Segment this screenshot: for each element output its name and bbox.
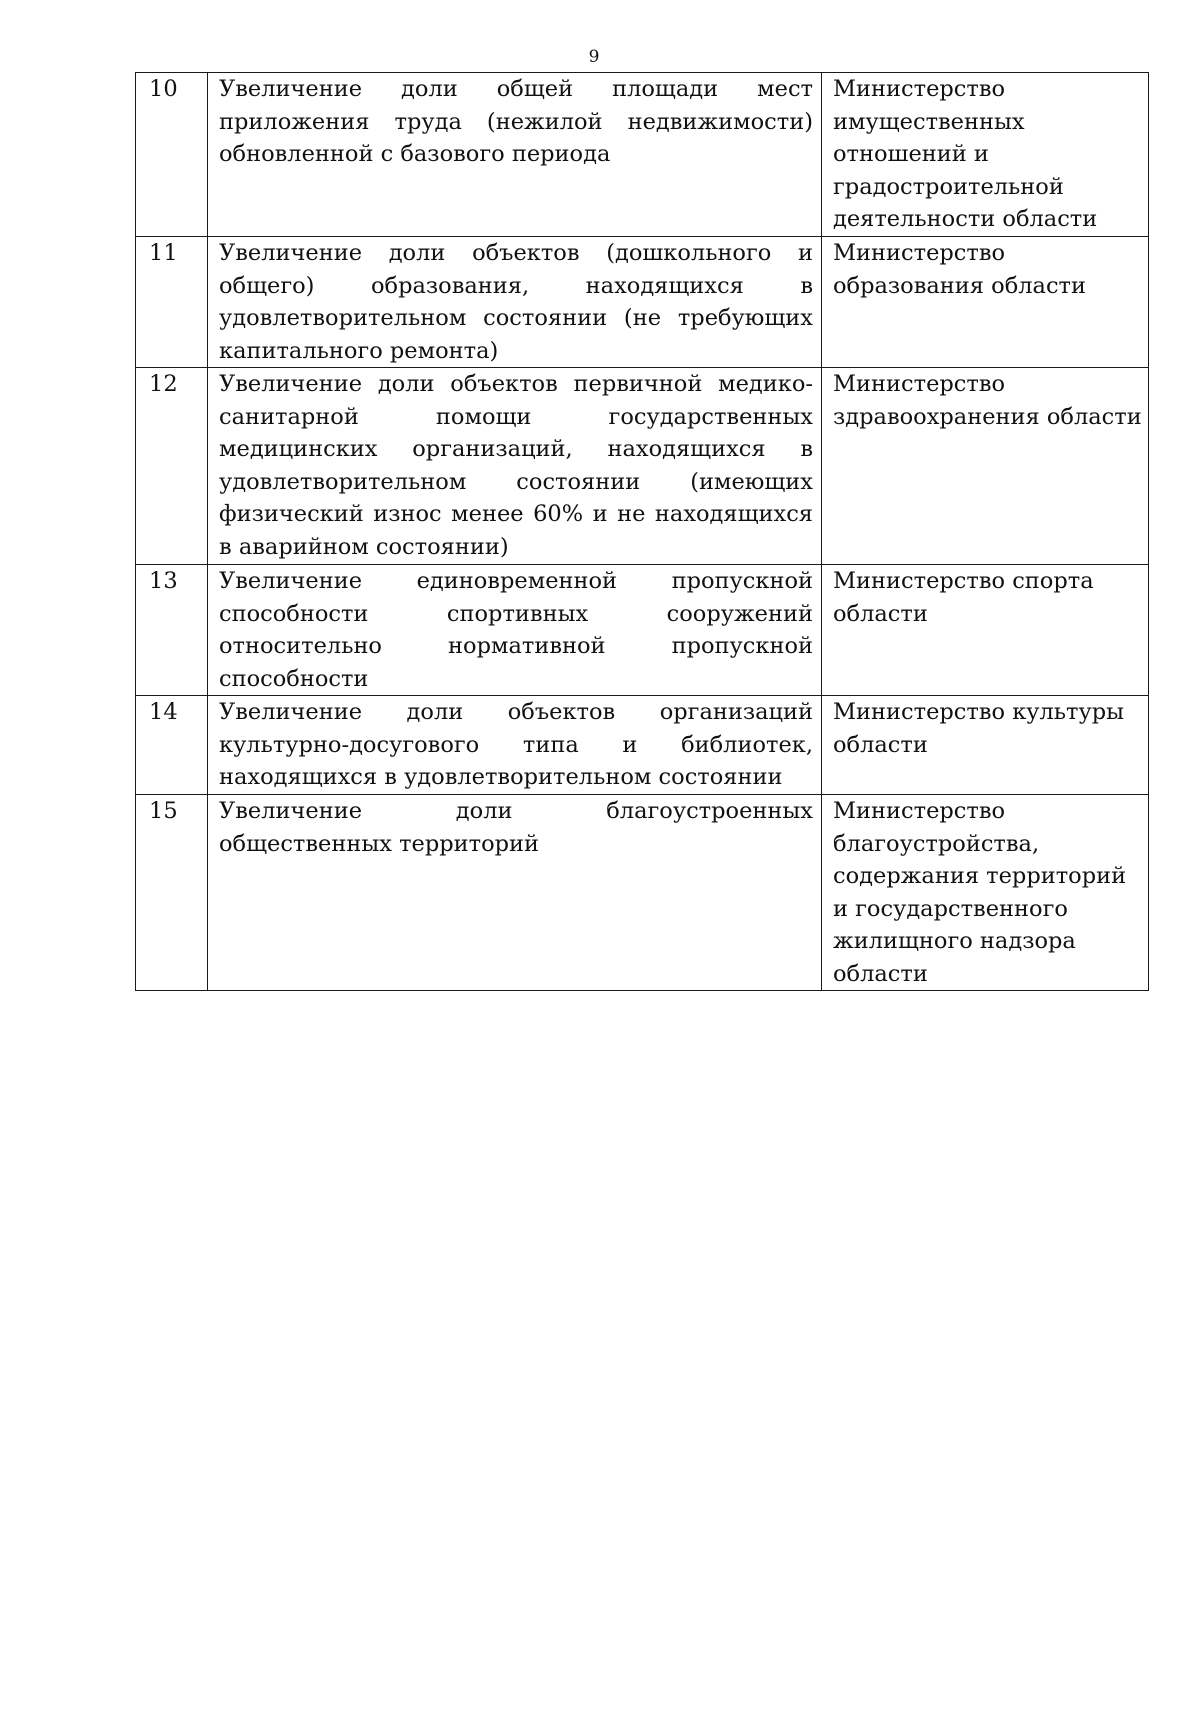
responsible-ministry-cell: [822, 237, 1149, 368]
row-number-cell: [136, 368, 208, 565]
table-row: [136, 696, 1149, 795]
page-number: 9: [588, 47, 600, 67]
indicator-description-cell: [208, 565, 822, 696]
indicator-description-cell: [208, 368, 822, 565]
responsible-ministry-cell: [822, 696, 1149, 795]
table-row: [136, 795, 1149, 991]
indicator-description-cell: [208, 696, 822, 795]
responsible-ministry-cell: [822, 795, 1149, 991]
row-number: 14: [149, 699, 178, 725]
row-number: 10: [149, 76, 178, 102]
row-number: 12: [149, 371, 178, 397]
table-row: [136, 73, 1149, 237]
responsible-ministry-cell: [822, 73, 1149, 237]
row-number-cell: [136, 237, 208, 368]
indicator-description: Увеличение доли объектов организаций культурно-досугового типа и библиотек, находящихся в удовлетворительном состоянии: [219, 699, 813, 790]
indicator-description: Увеличение доли объектов первичной медико-санитарной помощи государственных медицинских организаций, находящихся в удовлетворительном состоянии (имеющих физический износ менее 60% и не находящихся в аварийном состоянии): [219, 371, 813, 560]
indicator-description: Увеличение доли благоустроенных общественных территорий: [219, 798, 813, 857]
responsible-ministry-cell: [822, 368, 1149, 565]
indicator-description: Увеличение доли объектов (дошкольного и общего) образования, находящихся в удовлетворительном состоянии (не требующих капитального ремонта): [219, 240, 813, 364]
row-number-cell: [136, 73, 208, 237]
table-row: [136, 565, 1149, 696]
indicator-description-cell: [208, 795, 822, 991]
row-number-cell: [136, 696, 208, 795]
responsible-ministry: Министерство здравоохранения области: [833, 371, 1142, 430]
table-row: [136, 368, 1149, 565]
responsibility-table: [135, 72, 1149, 991]
responsible-ministry: Министерство культуры области: [833, 699, 1125, 758]
responsible-ministry-cell: [822, 565, 1149, 696]
table-row: [136, 237, 1149, 368]
indicator-description: Увеличение доли общей площади мест приложения труда (нежилой недвижимости) обновленной с базового периода: [219, 76, 813, 167]
row-number-cell: [136, 795, 208, 991]
responsible-ministry: Министерство образования области: [833, 240, 1086, 299]
indicator-description: Увеличение единовременной пропускной способности спортивных сооружений относительно нормативной пропускной способности: [219, 568, 813, 692]
responsible-ministry: Министерство имущественных отношений и градостроительной деятельности области: [833, 76, 1098, 232]
row-number: 13: [149, 568, 178, 594]
row-number-cell: [136, 565, 208, 696]
row-number: 11: [149, 240, 178, 266]
row-number: 15: [149, 798, 178, 824]
indicator-description-cell: [208, 73, 822, 237]
indicator-description-cell: [208, 237, 822, 368]
responsible-ministry: Министерство спорта области: [833, 568, 1094, 627]
responsible-ministry: Министерство благоустройства, содержания территорий и государственного жилищного надзора области: [833, 798, 1127, 987]
